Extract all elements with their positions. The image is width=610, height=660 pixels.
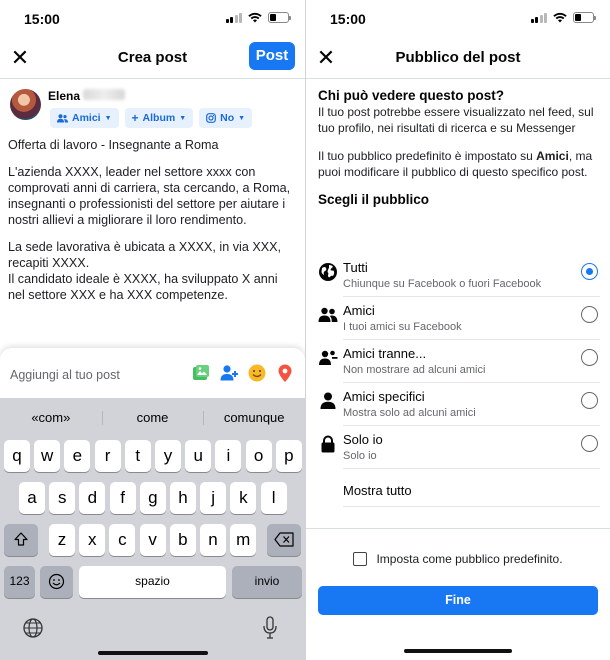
page-title: Pubblico del post <box>395 49 521 66</box>
chevron-down-icon: ▼ <box>179 114 187 122</box>
add-to-post-bar[interactable] <box>0 348 305 398</box>
space-key[interactable]: spazio <box>79 566 226 598</box>
option-amici-tranne[interactable] <box>306 340 610 383</box>
option-subtitle: Chiunque su Facebook o fuori Facebook <box>343 278 542 290</box>
desc-text: Il tuo pubblico predefinito è impostato su <box>318 149 537 163</box>
audience-question: Chi può vedere questo post? <box>318 88 505 103</box>
key-t[interactable]: t <box>125 440 151 472</box>
backspace-icon <box>274 532 294 547</box>
blurred-surname <box>83 89 125 100</box>
audience-chips <box>50 108 252 128</box>
globe-icon <box>318 262 338 282</box>
radio-selected[interactable] <box>581 263 598 280</box>
tag-people-icon[interactable] <box>219 363 239 383</box>
audience-chip[interactable] <box>50 108 119 128</box>
instagram-icon <box>206 113 216 123</box>
key-v[interactable]: v <box>140 524 166 556</box>
radio-unselected[interactable] <box>581 349 598 366</box>
home-indicator <box>98 651 208 655</box>
audience-desc: Il tuo post potrebbe essere visualizzato nel feed, sul tuo profilo, nei risultati di ricerca e su Messenger <box>318 105 594 135</box>
key-q[interactable]: q <box>4 440 30 472</box>
key-c[interactable]: c <box>109 524 135 556</box>
close-icon[interactable]: ✕ <box>10 45 30 70</box>
plus-icon: + <box>131 111 139 125</box>
numbers-key[interactable]: 123 <box>4 566 35 598</box>
signal-icon <box>226 12 243 23</box>
suggestion[interactable]: come <box>102 410 204 425</box>
key-a[interactable]: a <box>19 482 45 514</box>
key-u[interactable]: u <box>185 440 211 472</box>
page-title: Crea post <box>117 49 188 66</box>
user-name: Elena <box>48 89 81 103</box>
key-d[interactable]: d <box>79 482 105 514</box>
divider <box>306 528 610 529</box>
choose-audience-heading: Scegli il pubblico <box>318 192 430 207</box>
desc-text: , ma puoi modificare il pubblico di questo specifico post. <box>318 149 593 179</box>
post-paragraph: La sede lavorativa è ubicata a XXXX, in via XXX, recapiti XXXX. <box>8 240 282 270</box>
keyboard <box>0 398 305 660</box>
add-to-post-icons <box>191 363 295 383</box>
option-subtitle: Mostra solo ad alcuni amici <box>343 407 476 419</box>
battery-icon <box>268 12 289 23</box>
post-text-area[interactable] <box>0 131 305 303</box>
key-m[interactable]: m <box>230 524 256 556</box>
key-s[interactable]: s <box>49 482 75 514</box>
post-paragraph: Offerta di lavoro - Insegnante a Roma <box>8 138 219 152</box>
emoji-key[interactable] <box>40 566 73 598</box>
option-title: Amici specifici <box>343 389 425 404</box>
status-bar <box>306 0 610 38</box>
globe-keyboard-icon[interactable] <box>22 617 44 639</box>
location-pin-icon[interactable] <box>275 363 295 383</box>
lock-icon <box>318 434 338 454</box>
option-subtitle: Non mostrare ad alcuni amici <box>343 364 486 376</box>
suggestion[interactable]: comunque <box>203 410 305 425</box>
add-to-post-label: Aggiungi al tuo post <box>10 368 120 382</box>
option-amici[interactable] <box>306 297 610 340</box>
return-key[interactable]: invio <box>232 566 302 598</box>
album-chip[interactable] <box>125 108 194 128</box>
option-title: Solo io <box>343 432 383 447</box>
friends-icon <box>318 305 338 325</box>
key-z[interactable]: z <box>49 524 75 556</box>
keyboard-suggestions <box>0 398 305 436</box>
chip-label: No <box>220 112 235 124</box>
shift-key[interactable] <box>4 524 38 556</box>
radio-unselected[interactable] <box>581 392 598 409</box>
person-icon <box>318 391 338 411</box>
avatar[interactable] <box>10 89 41 120</box>
people-icon <box>57 114 68 123</box>
close-icon[interactable]: ✕ <box>316 45 336 70</box>
key-h[interactable]: h <box>170 482 196 514</box>
key-k[interactable]: k <box>230 482 256 514</box>
audience-description <box>306 79 610 207</box>
key-b[interactable]: b <box>170 524 196 556</box>
status-time: 15:00 <box>330 11 366 27</box>
key-y[interactable]: y <box>155 440 181 472</box>
post-button[interactable]: Post <box>249 42 295 70</box>
default-audience-label: Imposta come pubblico predefinito. <box>376 552 563 566</box>
option-subtitle: Solo io <box>343 450 377 462</box>
option-title: Amici <box>343 303 375 318</box>
wifi-icon <box>248 12 262 23</box>
key-g[interactable]: g <box>140 482 166 514</box>
suggestion[interactable]: «com» <box>31 409 71 425</box>
default-audience-name: Amici <box>536 149 569 163</box>
key-j[interactable]: j <box>200 482 226 514</box>
status-icons <box>531 12 595 23</box>
key-e[interactable]: e <box>64 440 90 472</box>
key-o[interactable]: o <box>246 440 272 472</box>
radio-unselected[interactable] <box>581 306 598 323</box>
chip-label: Album <box>142 112 176 124</box>
composer-header <box>0 38 305 78</box>
audience-header <box>306 38 610 78</box>
key-i[interactable]: i <box>215 440 241 472</box>
key-x[interactable]: x <box>79 524 105 556</box>
signal-icon <box>531 12 548 23</box>
post-paragraph: Il candidato ideale è XXXX, ha sviluppato X anni nel settore XXX e ha XXX competenze. <box>8 272 278 302</box>
friends-except-icon <box>318 348 338 368</box>
key-p[interactable]: p <box>276 440 302 472</box>
home-indicator <box>404 649 512 653</box>
post-paragraph: L'azienda XXXX, leader nel settore xxxx con comprovati anni di carriera, sta cercando, a Roma, insegnanti o professionisti del settore per aiutare i nostri allievi a migliorare il loro rendimento. <box>8 165 291 227</box>
show-all-link[interactable]: Mostra tutto <box>343 483 412 498</box>
chevron-down-icon: ▼ <box>238 114 246 122</box>
option-title: Tutti <box>343 260 368 275</box>
option-subtitle: I tuoi amici su Facebook <box>343 321 462 333</box>
instagram-chip[interactable] <box>199 108 252 128</box>
divider <box>343 468 600 469</box>
wifi-icon <box>553 12 567 23</box>
feeling-icon[interactable] <box>247 363 267 383</box>
composer-user <box>0 79 305 131</box>
post-audience-screen <box>306 0 610 660</box>
emoji-icon <box>48 573 65 590</box>
backspace-key[interactable] <box>267 524 301 556</box>
divider <box>343 506 600 507</box>
option-amici-specifici[interactable] <box>306 383 610 426</box>
key-r[interactable]: r <box>95 440 121 472</box>
option-tutti[interactable] <box>306 254 610 297</box>
audience-options <box>306 254 610 469</box>
default-audience-desc <box>318 148 598 180</box>
option-title: Amici tranne... <box>343 346 427 361</box>
key-f[interactable]: f <box>110 482 136 514</box>
key-n[interactable]: n <box>200 524 226 556</box>
radio-unselected[interactable] <box>581 435 598 452</box>
status-bar <box>0 0 305 38</box>
done-button[interactable]: Fine <box>318 586 598 615</box>
default-audience-row[interactable] <box>306 552 610 566</box>
key-w[interactable]: w <box>34 440 60 472</box>
status-time: 15:00 <box>24 11 60 27</box>
default-audience-checkbox[interactable] <box>353 552 367 566</box>
chip-label: Amici <box>72 112 101 124</box>
microphone-icon[interactable] <box>262 616 278 640</box>
status-icons <box>226 12 290 23</box>
photo-icon[interactable] <box>191 363 211 383</box>
key-l[interactable]: l <box>261 482 287 514</box>
chevron-down-icon: ▼ <box>104 114 112 122</box>
option-solo-io[interactable] <box>306 426 610 469</box>
battery-icon <box>573 12 594 23</box>
shift-icon <box>13 531 29 547</box>
